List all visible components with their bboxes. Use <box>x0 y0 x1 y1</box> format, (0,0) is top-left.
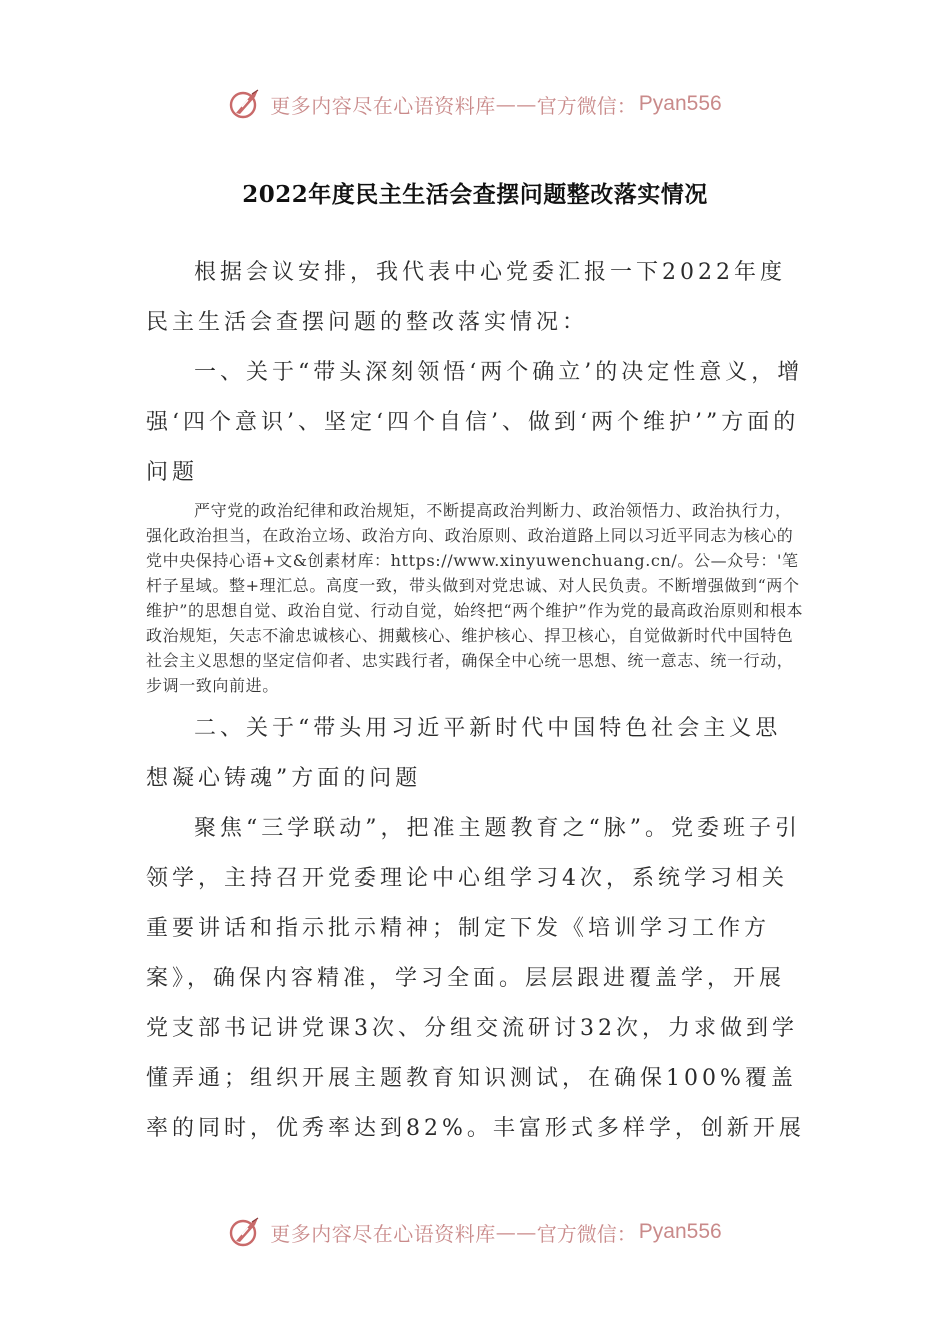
watermark-wechat-id: Pyan556 <box>638 92 722 115</box>
watermark-wechat-label: 官方微信： <box>536 1221 637 1246</box>
document-body <box>146 248 806 1154</box>
watermark-banner-top <box>0 82 950 126</box>
quill-logo-icon <box>228 86 264 122</box>
section2-heading: 二、关于“带头用习近平新时代中国特色社会主义思想凝心铸魂”方面的问题 <box>146 716 782 791</box>
intro-paragraph: 根据会议安排，我代表中心党委汇报一下2022年度民主生活会查摆问题的整改落实情况： <box>146 260 786 335</box>
document-title: 2022年度民主生活会查摆问题整改落实情况 <box>242 181 708 208</box>
section1-body: 严守党的政治纪律和政治规矩，不断提高政治判断力、政治领悟力、政治执行力，强化政治担当，在政治立场、政治方向、政治原则、政治道路上同以习近平同志为核心的党中央保持心语+文&创素材库：https://www.xinyuwenchuang.cn/。公—众号：'笔杆子星域。整+理汇总。高度一致，带头做到对党忠诚、对人民负责。不断增强做到“两个维护”的思想自觉、政治自觉、行动自觉，始终把“两个维护”作为党的最高政治原则和根本政治规矩，矢志不渝忠诚核心、拥戴核心、维护核心、捍卫核心，自觉做新时代中国特色社会主义思想的坚定信仰者、忠实践行者，确保全中心统一思想、统一意志、统一行动，步调一致向前进。 <box>146 501 804 695</box>
watermark-dash: —— <box>495 1220 537 1244</box>
watermark-wechat-label: 官方微信： <box>536 93 637 118</box>
watermark-banner-bottom <box>0 1210 950 1254</box>
section1-heading: 一、关于“带头深刻领悟‘两个确立’的决定性意义，增强‘四个意识’、坚定‘四个自信’、做到‘两个维护’”方面的问题 <box>146 360 804 485</box>
watermark-main-text: 更多内容尽在心语资料库 <box>270 93 496 118</box>
quill-logo-icon <box>228 1214 264 1250</box>
section2-body: 聚焦“三学联动”，把准主题教育之“脉”。党委班子引领学，主持召开党委理论中心组学习4次，系统学习相关重要讲话和指示批示精神；制定下发《培训学习工作方案》，确保内容精准，学习全面。层层跟进覆盖学，开展党支部书记讲党课3次、分组交流研讨32次，力求做到学懂弄通；组织开展主题教育知识测试，在确保100%覆盖率的同时，优秀率达到82%。丰富形式多样学，创新开展 <box>146 816 805 1141</box>
watermark-main-text: 更多内容尽在心语资料库 <box>270 1221 496 1246</box>
watermark-dash: —— <box>495 92 537 116</box>
watermark-wechat-id: Pyan556 <box>638 1220 722 1243</box>
